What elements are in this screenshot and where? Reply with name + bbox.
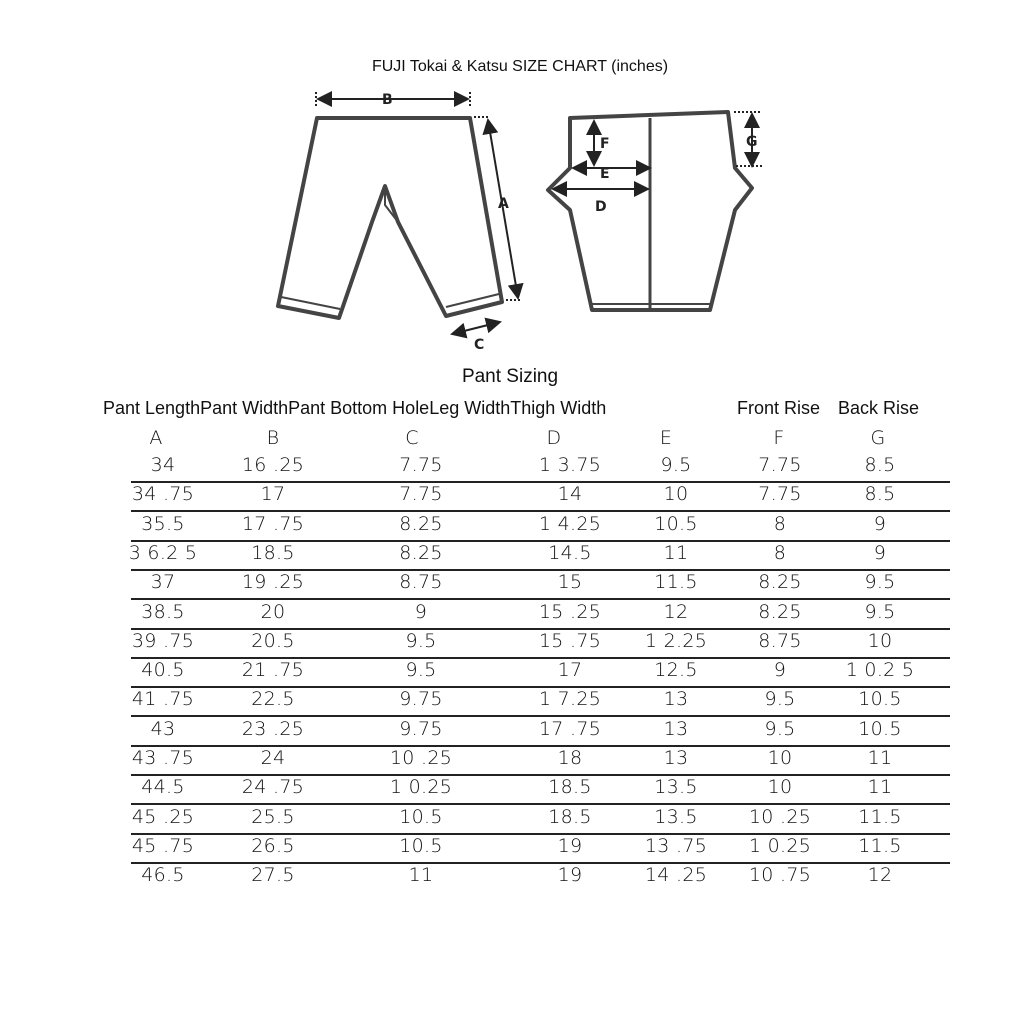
letter-a: A xyxy=(149,427,163,449)
table-row xyxy=(0,601,1024,630)
cell-pant-length: 43 .75 xyxy=(131,747,195,769)
cell-pant-bottom-hole: 7.75 xyxy=(399,454,443,476)
cell-back-rise: 1 0.2 5 xyxy=(845,659,915,682)
letter-c: C xyxy=(405,427,419,449)
cell-leg-width: 14 xyxy=(557,483,583,506)
cell-pant-bottom-hole: 9 xyxy=(414,600,428,623)
cell-thigh-width: 13 xyxy=(663,717,689,740)
cell-front-rise: 1 0.25 xyxy=(748,834,812,857)
cell-pant-length: 38.5 xyxy=(141,600,185,623)
table-row xyxy=(0,659,1024,688)
section-title: Pant Sizing xyxy=(461,366,559,387)
cell-pant-width: 17 .75 xyxy=(241,512,305,535)
cell-thigh-width: 13 .75 xyxy=(644,834,708,857)
table-row xyxy=(0,571,1024,600)
letter-g: G xyxy=(870,427,886,449)
cell-leg-width: 1 4.25 xyxy=(538,512,602,535)
label-f: F xyxy=(600,136,610,152)
cell-pant-bottom-hole: 10 .25 xyxy=(389,747,453,769)
cell-pant-width: 18.5 xyxy=(251,541,295,564)
cell-leg-width: 18 xyxy=(557,747,583,769)
cell-thigh-width: 14 .25 xyxy=(644,864,708,887)
cell-pant-width: 19 .25 xyxy=(241,571,305,594)
table-row xyxy=(0,688,1024,717)
cell-pant-length: 41 .75 xyxy=(131,688,195,711)
cell-front-rise: 10 .75 xyxy=(748,864,812,887)
cell-pant-width: 22.5 xyxy=(251,688,295,711)
front-view-pants xyxy=(278,118,502,318)
cell-leg-width: 15 xyxy=(557,571,583,594)
cell-back-rise: 10.5 xyxy=(858,688,902,711)
cell-thigh-width: 11 xyxy=(663,541,689,564)
cell-pant-length: 40.5 xyxy=(141,659,185,682)
cell-front-rise: 9.5 xyxy=(764,688,796,711)
cell-back-rise: 11.5 xyxy=(858,834,902,857)
cell-pant-width: 21 .75 xyxy=(241,659,305,682)
cell-leg-width: 1 3.75 xyxy=(538,454,602,476)
cell-pant-bottom-hole: 9.5 xyxy=(405,659,437,682)
cell-back-rise: 9.5 xyxy=(864,600,896,623)
cell-back-rise: 12 xyxy=(867,864,893,887)
chart-title: FUJI Tokai & Katsu SIZE CHART (inches) xyxy=(371,58,669,75)
cell-pant-width: 24 xyxy=(260,747,286,769)
cell-pant-width: 27.5 xyxy=(251,864,295,887)
table-row xyxy=(0,542,1024,571)
cell-pant-length: 37 xyxy=(150,571,176,594)
label-c: C xyxy=(474,337,485,353)
label-b: B xyxy=(382,92,393,108)
cell-pant-length: 45 .75 xyxy=(131,834,195,857)
cell-leg-width: 19 xyxy=(557,834,583,857)
cell-back-rise: 9.5 xyxy=(864,571,896,594)
cell-pant-width: 20.5 xyxy=(251,629,295,652)
cell-front-rise: 7.75 xyxy=(758,454,802,476)
cell-thigh-width: 13 xyxy=(663,688,689,711)
label-d: D xyxy=(595,199,607,215)
cell-front-rise: 8.25 xyxy=(758,600,802,623)
cell-thigh-width: 12.5 xyxy=(654,659,698,682)
letter-b: B xyxy=(266,427,280,449)
cell-front-rise: 8 xyxy=(773,541,787,564)
cell-pant-bottom-hole: 10.5 xyxy=(399,805,443,828)
cell-pant-width: 24 .75 xyxy=(241,776,305,799)
pants-diagram xyxy=(0,0,1024,360)
cell-thigh-width: 13 xyxy=(663,747,689,769)
cell-pant-bottom-hole: 9.75 xyxy=(399,688,443,711)
table-row xyxy=(0,483,1024,512)
side-view-pants xyxy=(548,112,752,310)
table-row xyxy=(0,454,1024,483)
cell-pant-bottom-hole: 10.5 xyxy=(399,834,443,857)
cell-thigh-width: 13.5 xyxy=(654,776,698,799)
cell-pant-length: 34 .75 xyxy=(131,483,195,506)
table-row xyxy=(0,747,1024,776)
table-row xyxy=(0,630,1024,659)
cell-leg-width: 18.5 xyxy=(548,805,592,828)
cell-pant-width: 23 .25 xyxy=(241,717,305,740)
cell-pant-bottom-hole: 8.25 xyxy=(399,541,443,564)
cell-front-rise: 9 xyxy=(773,659,787,682)
cell-leg-width: 1 7.25 xyxy=(538,688,602,711)
column-headers: Pant LengthPant WidthPant Bottom HoleLeg WidthThigh Width xyxy=(103,398,607,418)
cell-leg-width: 15 .75 xyxy=(538,629,602,652)
cell-back-rise: 11 xyxy=(867,776,893,799)
cell-leg-width: 18.5 xyxy=(548,776,592,799)
cell-pant-length: 39 .75 xyxy=(131,629,195,652)
cell-thigh-width: 11.5 xyxy=(654,571,698,594)
cell-pant-bottom-hole: 7.75 xyxy=(399,483,443,506)
table-row xyxy=(0,864,1024,893)
table-row xyxy=(0,835,1024,864)
cell-pant-length: 34 xyxy=(150,454,176,476)
cell-pant-width: 20 xyxy=(260,600,286,623)
cell-thigh-width: 1 2.25 xyxy=(644,629,708,652)
cell-pant-bottom-hole: 8.75 xyxy=(399,571,443,594)
letter-d: D xyxy=(546,427,562,449)
cell-pant-bottom-hole: 8.25 xyxy=(399,512,443,535)
cell-leg-width: 17 .75 xyxy=(538,717,602,740)
cell-front-rise: 8 xyxy=(773,512,787,535)
cell-thigh-width: 10.5 xyxy=(654,512,698,535)
cell-pant-bottom-hole: 11 xyxy=(408,864,434,887)
cell-front-rise: 10 xyxy=(767,776,793,799)
cell-thigh-width: 10 xyxy=(663,483,689,506)
table-row xyxy=(0,776,1024,805)
label-e: E xyxy=(600,166,610,182)
cell-leg-width: 14.5 xyxy=(548,541,592,564)
cell-pant-width: 25.5 xyxy=(251,805,295,828)
cell-leg-width: 17 xyxy=(557,659,583,682)
table-row xyxy=(0,806,1024,835)
cell-pant-bottom-hole: 1 0.25 xyxy=(389,776,453,799)
cell-front-rise: 10 xyxy=(767,747,793,769)
cell-pant-width: 17 xyxy=(260,483,286,506)
cell-back-rise: 8.5 xyxy=(864,483,896,506)
letter-e: E xyxy=(659,427,673,449)
cell-pant-bottom-hole: 9.5 xyxy=(405,629,437,652)
cell-pant-width: 26.5 xyxy=(251,834,295,857)
cell-front-rise: 7.75 xyxy=(758,483,802,506)
cell-front-rise: 8.75 xyxy=(758,629,802,652)
table-row xyxy=(0,718,1024,747)
table-row xyxy=(0,513,1024,542)
label-a: A xyxy=(498,196,509,212)
label-g: G xyxy=(746,134,758,150)
cell-front-rise: 10 .25 xyxy=(748,805,812,828)
cell-thigh-width: 9.5 xyxy=(660,454,692,476)
cell-leg-width: 19 xyxy=(557,864,583,887)
cell-pant-length: 35.5 xyxy=(141,512,185,535)
cell-pant-length: 43 xyxy=(150,717,176,740)
header-back-rise: Back Rise xyxy=(838,398,920,418)
cell-back-rise: 9 xyxy=(873,541,887,564)
cell-pant-width: 16 .25 xyxy=(241,454,305,476)
cell-back-rise: 10.5 xyxy=(858,717,902,740)
cell-thigh-width: 13.5 xyxy=(654,805,698,828)
column-letter-row xyxy=(0,427,1024,456)
cell-pant-length: 45 .25 xyxy=(131,805,195,828)
cell-back-rise: 8.5 xyxy=(864,454,896,476)
cell-front-rise: 8.25 xyxy=(758,571,802,594)
cell-thigh-width: 12 xyxy=(663,600,689,623)
letter-f: F xyxy=(773,427,785,449)
cell-pant-length: 44.5 xyxy=(141,776,185,799)
header-front-rise: Front Rise xyxy=(737,398,821,418)
cell-pant-length: 3 6.2 5 xyxy=(128,541,198,564)
cell-back-rise: 11.5 xyxy=(858,805,902,828)
cell-back-rise: 9 xyxy=(873,512,887,535)
cell-back-rise: 10 xyxy=(867,629,893,652)
cell-back-rise: 11 xyxy=(867,747,893,769)
cell-pant-length: 46.5 xyxy=(141,864,185,887)
cell-leg-width: 15 .25 xyxy=(538,600,602,623)
cell-front-rise: 9.5 xyxy=(764,717,796,740)
cell-pant-bottom-hole: 9.75 xyxy=(399,717,443,740)
